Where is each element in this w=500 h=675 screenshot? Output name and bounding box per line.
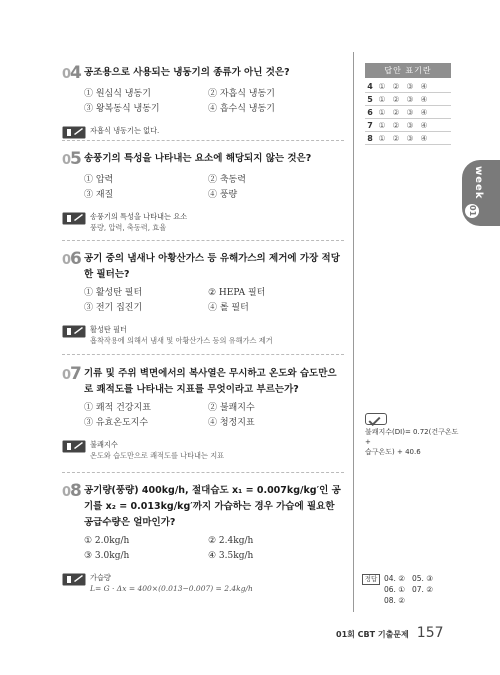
answer-row-number: 8: [367, 133, 373, 143]
answer-key: [362, 574, 456, 605]
tip-box: [365, 413, 459, 457]
explanation: [62, 210, 342, 233]
question-number: 07: [62, 364, 81, 384]
divider: [62, 140, 344, 141]
answer-mark-3[interactable]: ③: [406, 94, 414, 104]
choice-2[interactable]: ② 2.4kg/h: [208, 536, 254, 546]
answer-key-item: 08. ②: [384, 596, 406, 605]
choice-1[interactable]: ① 활성탄 필터: [84, 288, 143, 298]
explanation-icon: [62, 571, 86, 584]
answer-mark-4[interactable]: ④: [420, 107, 428, 117]
answer-row-number: 5: [367, 94, 373, 104]
answer-sheet-title: 답안 표기란: [365, 63, 451, 78]
week-label: week: [473, 166, 484, 200]
choice-4[interactable]: ④ 풍량: [208, 190, 238, 200]
question-06: [62, 250, 342, 346]
answer-mark-2[interactable]: ②: [392, 94, 400, 104]
question-text: 기류 및 주위 벽면에서의 복사열은 무시하고 온도와 습도만으로 쾌적도를 나타내는 지표를 무엇이라고 부르는가?: [84, 368, 337, 395]
answer-mark-4[interactable]: ④: [420, 133, 428, 143]
answer-mark-2[interactable]: ②: [392, 81, 400, 91]
choice-3[interactable]: ③ 3.0kg/h: [84, 551, 130, 561]
question-07: [62, 365, 342, 461]
answer-row-number: 4: [367, 81, 373, 91]
choice-3[interactable]: ③ 전기 집진기: [84, 303, 143, 313]
answer-mark-1[interactable]: ①: [378, 133, 386, 143]
choice-1[interactable]: ① 원심식 냉동기: [84, 89, 151, 99]
choice-2[interactable]: ② 불쾌지수: [208, 403, 255, 413]
explanation-icon: [62, 210, 86, 223]
answer-mark-3[interactable]: ③: [406, 120, 414, 130]
answer-row: [365, 93, 451, 106]
answer-row-number: 6: [367, 107, 373, 117]
choice-list: [84, 402, 342, 429]
tip-line-1: 불쾌지수(DI)= 0.72(건구온도 +: [365, 428, 459, 446]
explanation: [62, 323, 342, 346]
answer-mark-1[interactable]: ①: [378, 94, 386, 104]
question-04: [62, 64, 342, 137]
choice-4[interactable]: ④ 3.5kg/h: [208, 551, 254, 561]
choice-list: [84, 174, 342, 201]
explanation-detail: 온도와 습도만으로 쾌적도를 나타내는 지표: [90, 451, 225, 460]
explanation-title: 불쾌지수: [90, 440, 118, 449]
divider: [62, 240, 344, 241]
week-number: 01: [465, 204, 479, 218]
question-number: 05: [62, 149, 81, 169]
answer-key-badge: 정답: [362, 574, 380, 585]
answer-row: [365, 132, 451, 145]
answer-key-item: 04. ②: [384, 574, 406, 583]
choice-4[interactable]: ④ 흡수식 냉동기: [208, 104, 275, 114]
choice-3[interactable]: ③ 재질: [84, 190, 114, 200]
explanation-icon: [62, 438, 86, 451]
explanation-title: 활성탄 필터: [90, 325, 128, 334]
explanation: [62, 438, 342, 461]
answer-mark-1[interactable]: ①: [378, 120, 386, 130]
sidebar-divider: [353, 52, 354, 612]
answer-mark-3[interactable]: ③: [406, 133, 414, 143]
page-footer: [336, 625, 444, 641]
footer-title: 01회 CBT 기출문제: [336, 630, 409, 639]
answer-sheet: [365, 80, 451, 145]
choice-list: [84, 287, 342, 314]
answer-mark-4[interactable]: ④: [420, 81, 428, 91]
choice-1[interactable]: ① 2.0kg/h: [84, 536, 130, 546]
answer-row-number: 7: [367, 120, 373, 130]
question-08: [62, 482, 342, 594]
question-number: 06: [62, 249, 81, 269]
explanation-detail: 흡착작용에 의해서 냄새 및 아황산가스 등의 유해가스 제거: [90, 336, 273, 345]
explanation-icon: [62, 323, 86, 336]
answer-row: [365, 106, 451, 119]
explanation-title: 송풍기의 특성을 나타내는 요소: [90, 212, 188, 221]
question-text: 공조용으로 사용되는 냉동기의 종류가 아닌 것은?: [84, 67, 290, 78]
answer-mark-3[interactable]: ③: [406, 107, 414, 117]
answer-mark-3[interactable]: ③: [406, 81, 414, 91]
choice-3[interactable]: ③ 왕복동식 냉동기: [84, 104, 160, 114]
answer-row: [365, 119, 451, 132]
explanation-icon: [62, 124, 86, 137]
choice-list: [84, 88, 342, 115]
explanation-detail: 풍량, 압력, 축동력, 효율: [90, 223, 167, 232]
answer-mark-1[interactable]: ①: [378, 81, 386, 91]
answer-key-item: 06. ①: [384, 585, 406, 594]
tip-icon: [365, 413, 387, 425]
question-text: 공기량(풍량) 400kg/h, 절대습도 x₁ = 0.007kg/kg′인 공기를 x₂ = 0.013kg/kg′까지 가습하는 경우 가습에 필요한 공급수량은 얼마인가?: [84, 485, 341, 528]
explanation-title: 자흡식 냉동기는 없다.: [90, 126, 160, 135]
choice-2[interactable]: ② 축동력: [208, 175, 246, 185]
choice-3[interactable]: ③ 유효온도지수: [84, 418, 149, 428]
answer-row: [365, 80, 451, 93]
question-number: 08: [62, 481, 81, 501]
explanation-title: 가습량: [90, 573, 111, 582]
question-text: 공기 중의 냄새나 아황산가스 등 유해가스의 제거에 가장 적당한 필터는?: [84, 253, 340, 280]
choice-4[interactable]: ④ 롤 필터: [208, 303, 249, 313]
explanation: [62, 571, 342, 594]
question-text: 송풍기의 특성을 나타내는 요소에 해당되지 않는 것은?: [84, 153, 312, 164]
choice-2[interactable]: ② 자흡식 냉동기: [208, 89, 275, 99]
choice-4[interactable]: ④ 청정지표: [208, 418, 255, 428]
explanation-formula: L= G · Δx = 400×(0.013−0.007) = 2.4kg/h: [90, 584, 253, 593]
choice-1[interactable]: ① 압력: [84, 175, 114, 185]
answer-key-grid: [384, 574, 440, 605]
answer-mark-2[interactable]: ②: [392, 133, 400, 143]
page-number: 157: [416, 625, 444, 641]
divider: [62, 354, 344, 355]
answer-mark-2[interactable]: ②: [392, 107, 400, 117]
explanation: [62, 124, 342, 137]
question-05: [62, 150, 342, 233]
answer-key-item: 05. ③: [412, 574, 434, 583]
answer-mark-2[interactable]: ②: [392, 120, 400, 130]
tip-line-2: 습구온도) + 40.6: [365, 448, 421, 456]
question-number: 04: [62, 63, 81, 83]
choice-2[interactable]: ② HEPA 필터: [208, 288, 266, 298]
answer-mark-4[interactable]: ④: [420, 120, 428, 130]
answer-key-item: 07. ②: [412, 585, 434, 594]
choice-list: [84, 535, 342, 562]
choice-1[interactable]: ① 쾌적 건강지표: [84, 403, 151, 413]
divider: [62, 472, 344, 473]
answer-mark-1[interactable]: ①: [378, 107, 386, 117]
answer-mark-4[interactable]: ④: [420, 94, 428, 104]
